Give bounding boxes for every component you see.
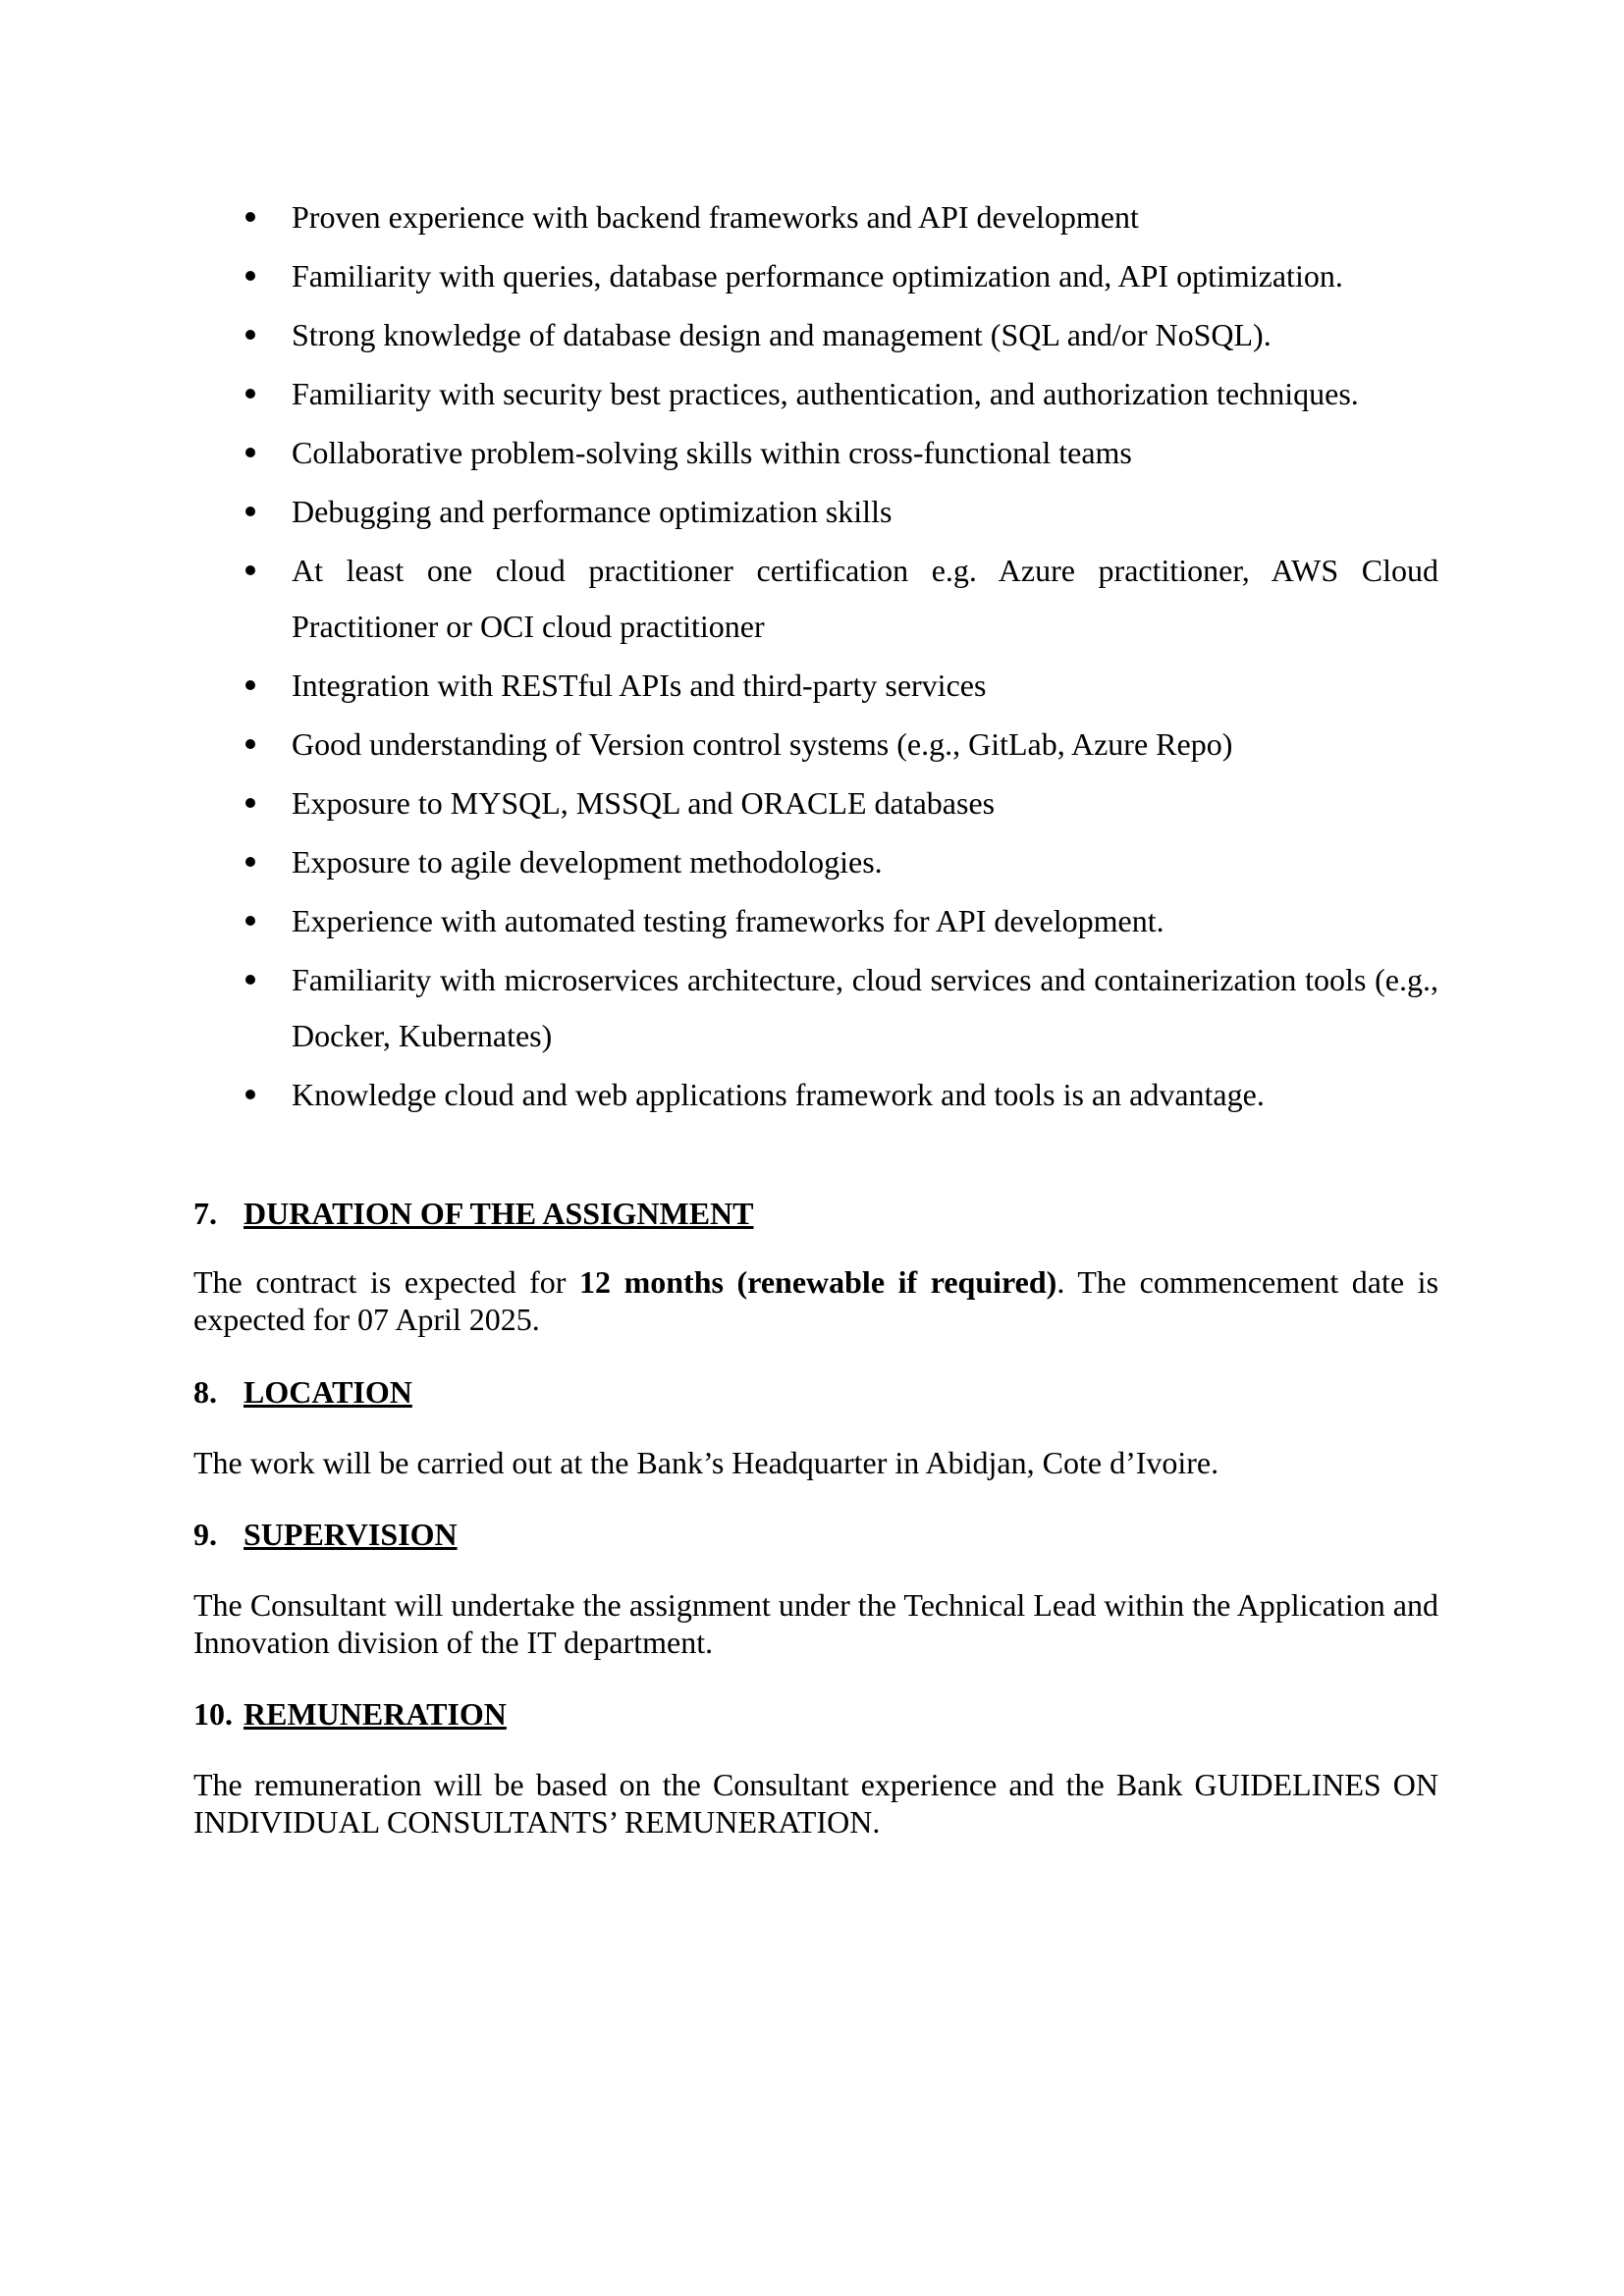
bullet-icon <box>245 448 255 457</box>
paragraph-text: . The commencement date is expected for 07 April 2025. <box>193 1264 1439 1337</box>
section-title: REMUNERATION <box>244 1696 507 1732</box>
list-item-text: Exposure to MYSQL, MSSQL and ORACLE databases <box>292 785 996 821</box>
list-item-text: Strong knowledge of database design and management (SQL and/or NoSQL). <box>292 317 1272 352</box>
list-item-text: Familiarity with security best practices, authentication, and authorization techniques. <box>292 376 1359 411</box>
list-item <box>193 189 1438 245</box>
bullet-icon <box>245 507 255 516</box>
list-item <box>193 1067 1438 1123</box>
bullet-icon <box>245 798 255 808</box>
requirements-list <box>193 189 1438 1123</box>
list-item-text: Experience with automated testing frameworks for API development. <box>292 903 1164 938</box>
bullet-icon <box>245 857 255 867</box>
list-item <box>193 717 1438 773</box>
list-item <box>193 893 1438 949</box>
list-item <box>193 425 1438 481</box>
bullet-icon <box>245 916 255 926</box>
list-item-text: Good understanding of Version control systems (e.g., GitLab, Azure Repo) <box>292 726 1233 762</box>
bullet-icon <box>245 975 255 985</box>
section-title: LOCATION <box>244 1374 412 1410</box>
list-item <box>193 248 1438 304</box>
list-item-text: Knowledge cloud and web applications framework and tools is an advantage. <box>292 1077 1265 1112</box>
bullet-icon <box>245 739 255 749</box>
bullet-icon <box>245 680 255 690</box>
paragraph-emphasis: 12 months (renewable if required) <box>579 1264 1057 1300</box>
list-item-text: Proven experience with backend frameworks and API development <box>292 199 1139 235</box>
bullet-icon <box>245 389 255 399</box>
list-item <box>193 484 1438 540</box>
section-paragraph <box>193 1263 1438 1338</box>
paragraph-text: The contract is expected for <box>193 1264 580 1300</box>
bullet-icon <box>245 212 255 222</box>
section-supervision <box>193 1515 1438 1661</box>
bullet-icon <box>245 565 255 575</box>
section-title: DURATION OF THE ASSIGNMENT <box>244 1196 754 1231</box>
list-item-text: Familiarity with queries, database performance optimization and, API optimization. <box>292 258 1343 294</box>
section-duration <box>193 1194 1438 1338</box>
bullet-icon <box>245 271 255 281</box>
list-item <box>193 834 1438 890</box>
section-paragraph: The work will be carried out at the Bank’s Headquarter in Abidjan, Cote d’Ivoire. <box>193 1445 1219 1480</box>
list-item <box>193 775 1438 831</box>
list-item-text: Debugging and performance optimization skills <box>292 494 893 529</box>
section-location <box>193 1372 1438 1481</box>
section-number: 9. <box>193 1517 217 1552</box>
section-remuneration <box>193 1694 1438 1841</box>
section-number: 7. <box>193 1196 217 1231</box>
section-number: 8. <box>193 1374 217 1410</box>
list-item-text: At least one cloud practitioner certification e.g. Azure practitioner, AWS Cloud Practitioner or OCI cloud practitioner <box>292 553 1438 644</box>
section-heading <box>193 1515 1438 1554</box>
section-paragraph: The remuneration will be based on the Consultant experience and the Bank GUIDELINES ON INDIVIDUAL CONSULTANTS’ REMUNERATION. <box>193 1767 1438 1840</box>
list-item-text: Collaborative problem-solving skills within cross-functional teams <box>292 435 1132 470</box>
section-heading <box>193 1194 1438 1233</box>
bullet-icon <box>245 1090 255 1099</box>
section-number: 10. <box>193 1696 233 1732</box>
bullet-icon <box>245 330 255 340</box>
section-paragraph: The Consultant will undertake the assignment under the Technical Lead within the Application and Innovation division of the IT department. <box>193 1587 1438 1660</box>
list-item <box>193 307 1438 363</box>
list-item <box>193 658 1438 714</box>
section-heading <box>193 1694 1438 1734</box>
list-item <box>193 543 1438 655</box>
list-item <box>193 366 1438 422</box>
page-content <box>193 189 1438 1841</box>
list-item-text: Familiarity with microservices architecture, cloud services and containerization tools (e.g., Docker, Kubernates) <box>292 962 1438 1053</box>
list-item <box>193 952 1438 1064</box>
list-item-text: Integration with RESTful APIs and third-party services <box>292 667 987 703</box>
list-item-text: Exposure to agile development methodologies. <box>292 844 883 880</box>
section-title: SUPERVISION <box>244 1517 458 1552</box>
section-heading <box>193 1372 1438 1412</box>
